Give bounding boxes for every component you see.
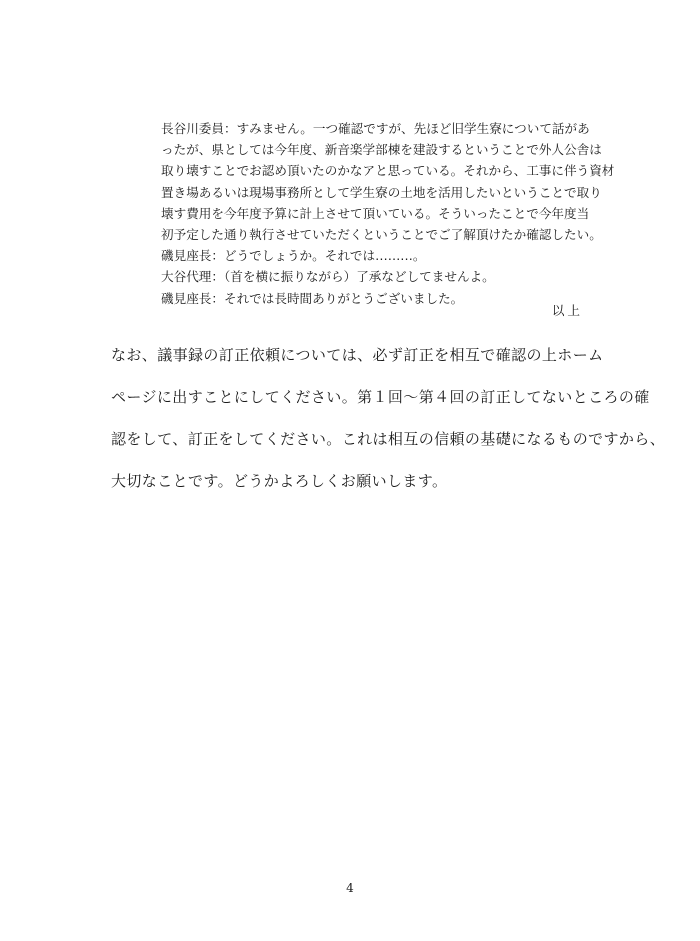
- meeting-transcript: [161, 118, 615, 309]
- transcript-line: 大谷代理：（首を横に振りながら）了承などしてませんよ。: [161, 269, 495, 285]
- page-number: 4: [346, 881, 354, 895]
- note-line: 認をして、訂正をしてください。これは相互の信頼の基礎になるものですから、: [111, 430, 666, 448]
- transcript-line: 初予定した通り執行させていただくということでご了解頂けたか確認したい。: [161, 227, 602, 243]
- closing-mark: 以上: [551, 303, 583, 318]
- transcript-line: 取り壊すことでお認め頂いたのかなアと思っている。それから、工事に伴う資材: [161, 163, 615, 179]
- correction-note: [111, 345, 666, 513]
- transcript-line: 磯見座長：それでは長時間ありがとうございました。: [161, 290, 464, 306]
- transcript-line: 置き場あるいは現場事務所として学生寮の土地を活用したいということで取り: [161, 184, 602, 200]
- note-line: なお、議事録の訂正依頼については、必ず訂正を相互で確認の上ホーム: [111, 346, 604, 364]
- transcript-line: 磯見座長：どうでしょうか。それでは………。: [161, 248, 426, 264]
- transcript-line: 長谷川委員：すみません。一つ確認ですが、先ほど旧学生寮について話があ: [161, 121, 590, 136]
- transcript-line: ったが、県としては今年度、新音楽学部棟を建設するということで外人公舎は: [161, 142, 602, 158]
- transcript-line: 壊す費用を今年度予算に計上させて頂いている。そういったことで今年度当: [161, 205, 590, 221]
- note-line: ページに出すことにしてください。第１回～第４回の訂正してないところの確: [111, 388, 650, 406]
- note-line: 大切なことです。どうかよろしくお願いします。: [111, 472, 448, 490]
